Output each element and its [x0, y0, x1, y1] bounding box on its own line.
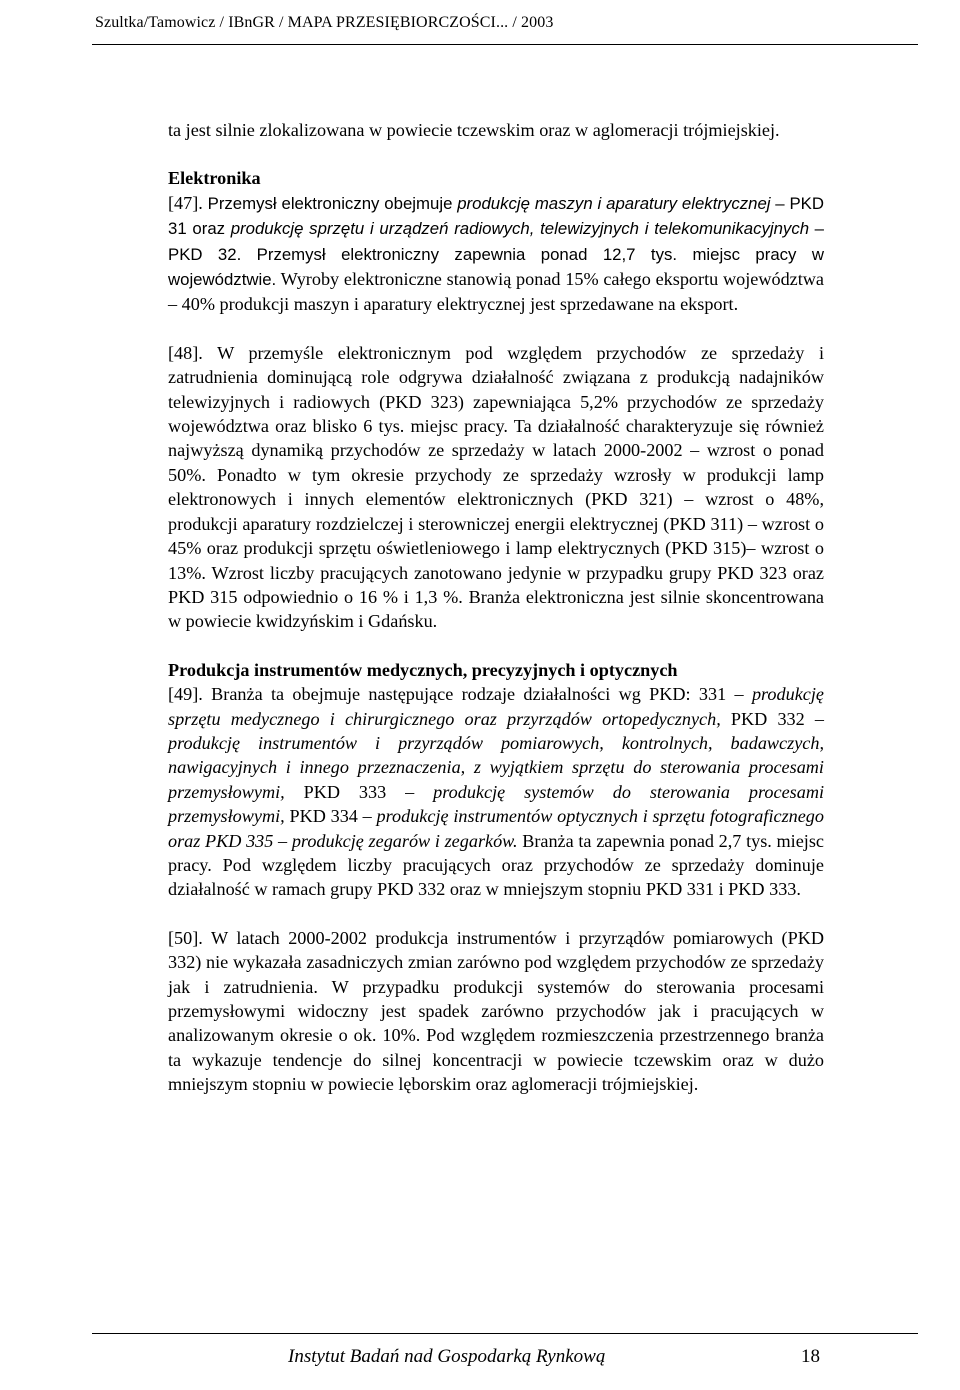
- footer-institute: Instytut Badań nad Gospodarką Rynkową: [288, 1346, 606, 1367]
- page-footer: [0, 1346, 960, 1376]
- header-divider: [92, 44, 918, 45]
- running-header: Szultka/Tamowicz / IBnGR / MAPA PRZESIĘBIORCZOŚCI... / 2003: [95, 14, 554, 31]
- paragraph-47: [47]. Przemysł elektroniczny obejmuje produkcję maszyn i aparatury elektrycznej – PKD 31 oraz produkcję sprzętu i urządzeń radiowych, telewizyjnych i telekomunikacyjnych – PKD 32. Przemysł elektroniczny zapewnia ponad 12,7 tys. miejsc pracy w województwie. Wyroby elektroniczne stanowią ponad 15% całego eksportu województwa – 40% produkcji maszyn i aparatury elektrycznej jest sprzedawane na eksport.: [168, 192, 825, 315]
- paragraph-50: [50]. W latach 2000-2002 produkcja instrumentów i przyrządów pomiarowych (PKD 332) nie wykazała zasadniczych zmian zarówno pod względem przychodów ze sprzedaży jak i zatrudnienia. W przypadku produkcji systemów do sterowania procesami przemysłowymi widoczny jest spadek zarówno przychodów jak i pracujących w analizowanym okresie o ok. 10%. Pod względem rozmieszczenia przestrzennego branża ta wykazuje tendencje do silnej koncentracji w powiecie tczewskim oraz w dużo mniejszym stopniu w powiecie lęborskim oraz aglomeracji trójmiejskiej.: [168, 927, 824, 1095]
- page-body: [168, 118, 824, 1097]
- continued-paragraph: ta jest silnie zlokalizowana w powiecie tczewskim oraz w aglomeracji trójmiejskiej.: [168, 120, 780, 140]
- page-number: 18: [801, 1346, 820, 1367]
- paragraph-48: [48]. W przemyśle elektronicznym pod względem przychodów ze sprzedaży i zatrudnienia dominującą role odgrywa działalność związana z produkcją nadajników telewizyjnych i radiowych (PKD 323) zapewniająca 5,2% przychodów ze sprzedaży województwa oraz blisko 6 tys. miejsc pracy. Ta działalność charakteryzuje się również najwyższą dynamiką przychodów ze sprzedaży w latach 2000-2002 – wzrost o ponad 50%. Ponadto w tym okresie przychody ze sprzedaży wzrosły w produkcji lamp elektronowych i innych elementów elektronicznych (PKD 321) – wzrost o 48%, produkcji aparatury rozdzielczej i sterowniczej energii elektrycznej (PKD 311) – wzrost o 45% oraz produkcji sprzętu oświetleniowego i lamp elektrycznych (PKD 315)– wzrost o 13%. Wzrost liczby pracujących zanotowano jedynie w przypadku grupy PKD 323 oraz PKD 315 odpowiednio o 16 % i 1,3 %. Branża elektroniczna jest silnie skoncentrowana w powiecie kwidzyńskim i Gdańsku.: [168, 342, 824, 632]
- footer-divider: [92, 1333, 918, 1334]
- section-heading-electronics: Elektronika: [168, 168, 261, 189]
- paragraph-number: [47].: [168, 192, 203, 213]
- section-heading-instruments: Produkcja instrumentów medycznych, precyzyjnych i optycznych: [168, 659, 678, 680]
- paragraph-49: [49]. Branża ta obejmuje następujące rodzaje działalności wg PKD: 331 – produkcję sprzętu medycznego i chirurgicznego oraz przyrządów ortopedycznych, PKD 332 – produkcję instrumentów i przyrządów pomiarowych, kontrolnych, badawczych, nawigacyjnych i innego przeznaczenia, z wyjątkiem sprzętu do sterowania procesami przemysłowymi, PKD 333 – produkcję systemów do sterowania procesami przemysłowymi, PKD 334 – produkcję instrumentów optycznych i sprzętu fotograficznego oraz PKD 335 – produkcję zegarów i zegarków. Branża ta zapewnia ponad 2,7 tys. miejsc pracy. Pod względem liczby pracujących oraz przychodów ze sprzedaży dominuje działalność w ramach grupy PKD 332 oraz w mniejszym stopniu PKD 331 i PKD 333.: [168, 684, 825, 900]
